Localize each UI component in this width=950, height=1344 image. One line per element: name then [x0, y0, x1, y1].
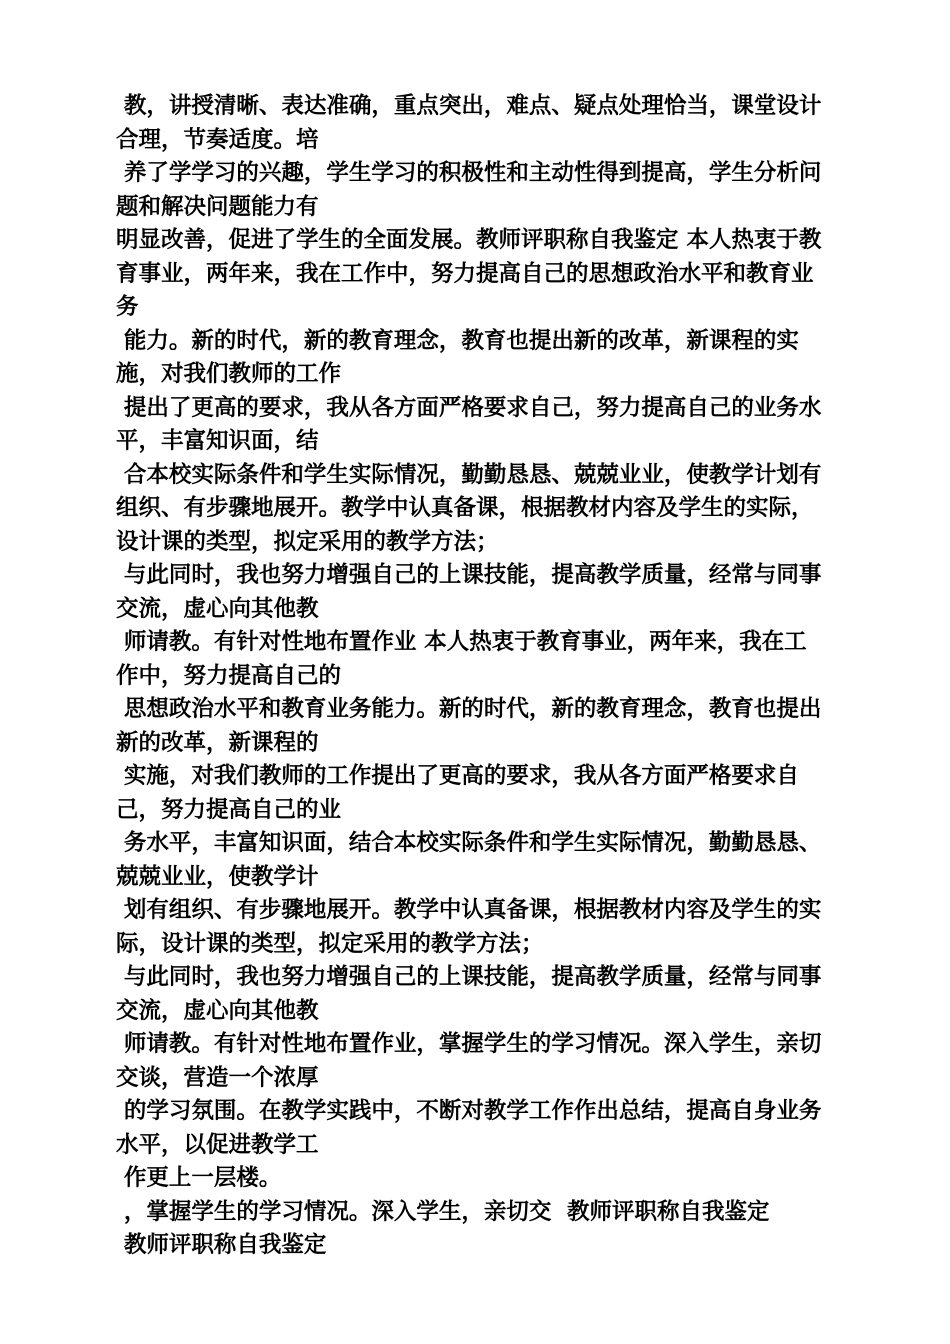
paragraph-14: 师请教。有针对性地布置作业，掌握学生的学习情况。深入学生，亲切交谈，营造一个浓厚	[116, 1031, 822, 1091]
paragraph-4: 能力。新的时代，新的教育理念，教育也提出新的改革，新课程的实施，对我们教师的工作	[116, 327, 799, 387]
paragraph-5: 提出了更高的要求，我从各方面严格要求自己，努力提高自己的业务水平，丰富知识面，结	[116, 394, 822, 454]
paragraph-12: 划有组织、有步骤地展开。教学中认真备课，根据教材内容及学生的实际，设计课的类型，拟定采用的教学方法；	[116, 897, 822, 957]
paragraph-6: 合本校实际条件和学生实际情况，勤勤恳恳、兢兢业业，使教学计划有组织、有步骤地展开。教学中认真备课，根据教材内容及学生的实际，设计课的类型，拟定采用的教学方法；	[116, 461, 822, 555]
paragraph-11: 务水平，丰富知识面，结合本校实际条件和学生实际情况，勤勤恳恳、兢兢业业，使教学计	[116, 830, 822, 890]
document-body	[116, 90, 828, 1263]
paragraph-9: 思想政治水平和教育业务能力。新的时代，新的教育理念，教育也提出新的改革，新课程的	[116, 696, 822, 756]
paragraph-8: 师请教。有针对性地布置作业 本人热衷于教育事业，两年来，我在工作中，努力提高自己的	[116, 629, 807, 689]
paragraph-17: ，掌握学生的学习情况。深入学生，亲切交 教师评职称自我鉴定	[116, 1198, 770, 1225]
paragraph-3: 明显改善，促进了学生的全面发展。教师评职称自我鉴定 本人热衷于教育事业，两年来，我在工作中，努力提高自己的思想政治水平和教育业务	[116, 227, 822, 320]
paragraph-13: 与此同时，我也努力增强自己的上课技能，提高教学质量，经常与同事交流，虚心向其他教	[116, 964, 822, 1024]
paragraph-16: 作更上一层楼。	[116, 1165, 282, 1191]
paragraph-1: 教，讲授清晰、表达准确，重点突出，难点、疑点处理恰当，课堂设计合理，节奏适度。培	[116, 93, 822, 153]
paragraph-2: 养了学学习的兴趣，学生学习的积极性和主动性得到提高，学生分析问题和解决问题能力有	[116, 160, 822, 220]
paragraph-15: 的学习氛围。在教学实践中，不断对教学工作作出总结，提高自身业务水平，以促进教学工	[116, 1098, 822, 1158]
paragraph-7: 与此同时，我也努力增强自己的上课技能，提高教学质量，经常与同事交流，虚心向其他教	[116, 562, 822, 622]
paragraph-10: 实施，对我们教师的工作提出了更高的要求，我从各方面严格要求自己，努力提高自己的业	[116, 763, 799, 823]
paragraph-18: 教师评职称自我鉴定	[116, 1232, 327, 1258]
